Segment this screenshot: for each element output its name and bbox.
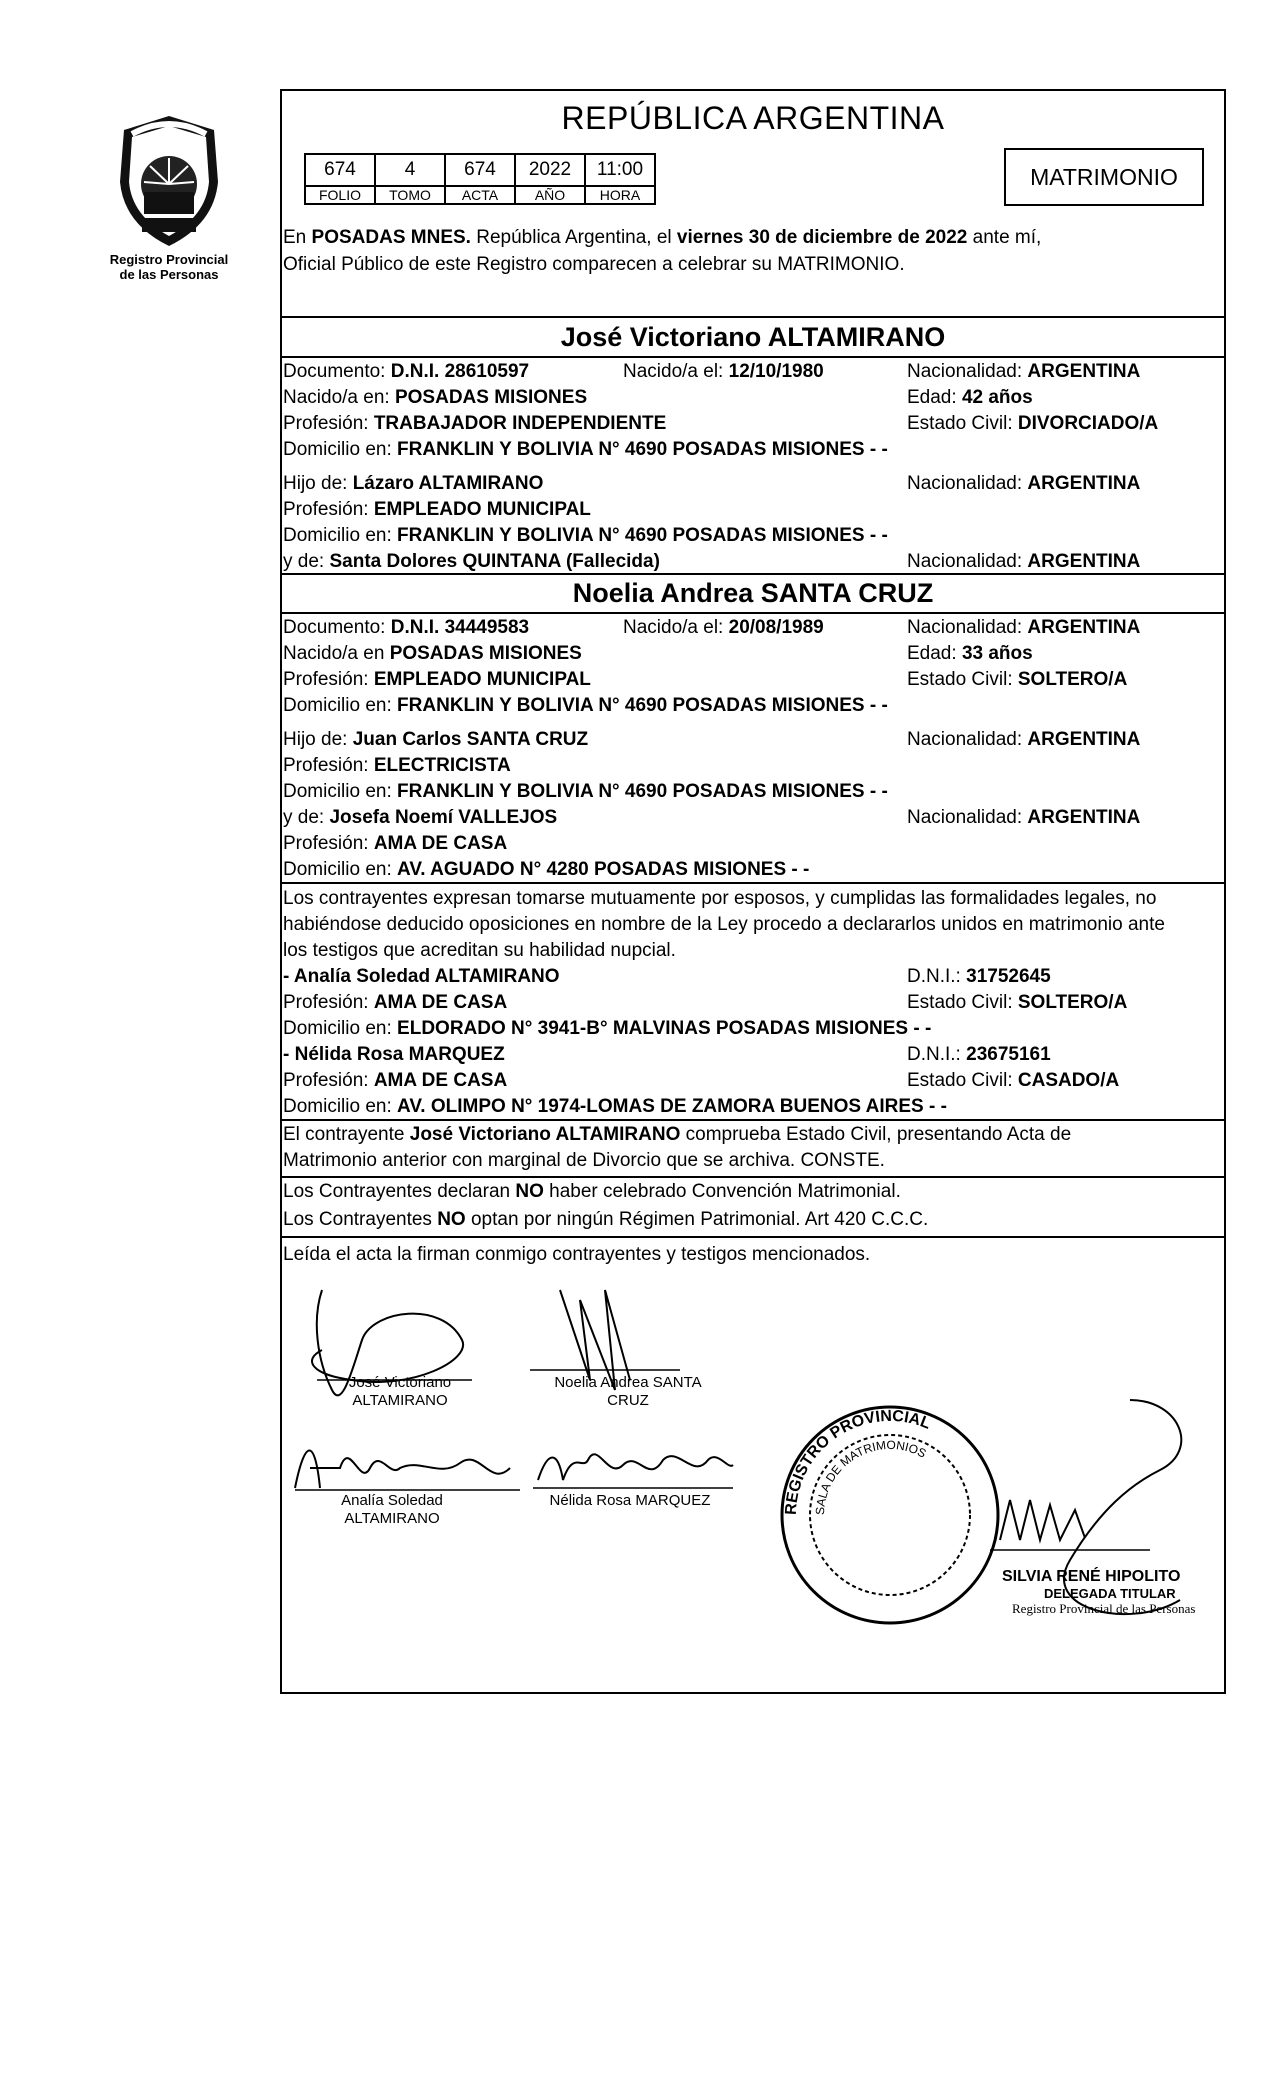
ano-value: 2022 bbox=[515, 154, 585, 186]
divider bbox=[280, 1119, 1226, 1121]
divider bbox=[280, 612, 1226, 614]
bride-civil-status: Estado Civil: SOLTERO/A bbox=[907, 669, 1128, 690]
groom-mother-nationality: Nacionalidad: ARGENTINA bbox=[907, 551, 1141, 572]
bride-father-profession: Profesión: ELECTRICISTA bbox=[283, 755, 511, 776]
divider bbox=[280, 316, 1226, 318]
bride-mother-nationality: Nacionalidad: ARGENTINA bbox=[907, 807, 1141, 828]
hora-label: HORA bbox=[585, 186, 655, 204]
document-title: REPÚBLICA ARGENTINA bbox=[561, 100, 945, 136]
acta-label: ACTA bbox=[445, 186, 515, 204]
divider bbox=[280, 573, 1226, 575]
provincial-seal bbox=[104, 112, 234, 290]
witness-2-address: Domicilio en: AV. OLIMPO N° 1974-LOMAS DE ZAMORA BUENOS AIRES - - bbox=[283, 1096, 947, 1117]
groom-profession: Profesión: TRABAJADOR INDEPENDIENTE bbox=[283, 413, 667, 434]
bride-birth-date: Nacido/a el: 20/08/1989 bbox=[623, 617, 824, 638]
groom-father-profession: Profesión: EMPLEADO MUNICIPAL bbox=[283, 499, 591, 520]
closing-statement: Leída el acta la firman conmigo contrayentes y testigos mencionados. bbox=[283, 1244, 871, 1265]
groom-nationality: Nacionalidad: ARGENTINA bbox=[907, 361, 1141, 382]
bride-address: Domicilio en: FRANKLIN Y BOLIVIA N° 4690 POSADAS MISIONES - - bbox=[283, 695, 888, 716]
witness-1-profession: Profesión: AMA DE CASA bbox=[283, 992, 508, 1013]
official-role: DELEGADA TITULAR bbox=[1044, 1586, 1176, 1601]
registry-stamp-icon bbox=[770, 1395, 1010, 1635]
groom-father-address: Domicilio en: FRANKLIN Y BOLIVIA N° 4690 POSADAS MISIONES - - bbox=[283, 525, 888, 546]
bride-mother-address: Domicilio en: AV. AGUADO N° 4280 POSADAS MISIONES - - bbox=[283, 859, 810, 880]
declaration-line-2: habiéndose deducido oposiciones en nombre de la Ley procedo a declararlos unidos en matrimonio ante bbox=[283, 914, 1165, 935]
seal-caption-line1: Registro Provincial bbox=[109, 252, 229, 267]
folio-value: 674 bbox=[305, 154, 375, 186]
groom-address: Domicilio en: FRANKLIN Y BOLIVIA N° 4690 POSADAS MISIONES - - bbox=[283, 439, 888, 460]
convention-line-2: Los Contrayentes NO optan por ningún Régimen Patrimonial. Art 420 C.C.C. bbox=[283, 1209, 929, 1230]
bride-father: Hijo de: Juan Carlos SANTA CRUZ bbox=[283, 729, 589, 750]
divider bbox=[280, 1236, 1226, 1238]
witness-2-signature-icon bbox=[528, 1430, 738, 1495]
groom-father: Hijo de: Lázaro ALTAMIRANO bbox=[283, 473, 544, 494]
divider bbox=[280, 882, 1226, 884]
witness-1-address: Domicilio en: ELDORADO N° 3941-B° MALVINAS POSADAS MISIONES - - bbox=[283, 1018, 932, 1039]
ano-label: AÑO bbox=[515, 186, 585, 204]
groom-father-nationality: Nacionalidad: ARGENTINA bbox=[907, 473, 1141, 494]
note-line-1: El contrayente José Victoriano ALTAMIRANO comprueba Estado Civil, presentando Acta de bbox=[283, 1124, 1072, 1145]
official-name: SILVIA RENÉ HIPOLITO bbox=[1002, 1568, 1181, 1585]
groom-age: Edad: 42 años bbox=[907, 387, 1033, 408]
bride-father-nationality: Nacionalidad: ARGENTINA bbox=[907, 729, 1141, 750]
intro-line-2: Oficial Público de este Registro comparecen a celebrar su MATRIMONIO. bbox=[283, 254, 905, 275]
divider bbox=[280, 356, 1226, 358]
bride-age: Edad: 33 años bbox=[907, 643, 1033, 664]
groom-civil-status: Estado Civil: DIVORCIADO/A bbox=[907, 413, 1159, 434]
official-office: Registro Provincial de las Personas bbox=[1012, 1601, 1196, 1616]
registry-table bbox=[304, 153, 656, 205]
bride-signature-caption: Noelia Andrea SANTA CRUZ bbox=[554, 1374, 702, 1409]
witness-2-name: - Nélida Rosa MARQUEZ bbox=[283, 1044, 505, 1065]
official-signature-caption bbox=[1002, 1568, 1242, 1617]
witness-1-name: - Analía Soledad ALTAMIRANO bbox=[283, 966, 560, 987]
bride-birth-place: Nacido/a en POSADAS MISIONES bbox=[283, 643, 582, 664]
bride-nationality: Nacionalidad: ARGENTINA bbox=[907, 617, 1141, 638]
tomo-label: TOMO bbox=[375, 186, 445, 204]
seal-emblem-icon bbox=[114, 112, 224, 250]
declaration-line-1: Los contrayentes expresan tomarse mutuamente por esposos, y cumplidas las formalidades legales, no bbox=[283, 888, 1157, 909]
bride-profession: Profesión: EMPLEADO MUNICIPAL bbox=[283, 669, 591, 690]
convention-line-1: Los Contrayentes declaran NO haber celebrado Convención Matrimonial. bbox=[283, 1181, 901, 1202]
acta-value: 674 bbox=[445, 154, 515, 186]
hora-value: 11:00 bbox=[585, 154, 655, 186]
stamp-inner-text: SALA DE MATRIMONIOS bbox=[812, 1437, 929, 1516]
tomo-value: 4 bbox=[375, 154, 445, 186]
bride-father-address: Domicilio en: FRANKLIN Y BOLIVIA N° 4690 POSADAS MISIONES - - bbox=[283, 781, 888, 802]
witness-1-signature-icon bbox=[290, 1428, 530, 1498]
groom-birth-place: Nacido/a en: POSADAS MISIONES bbox=[283, 387, 588, 408]
groom-signature-caption: José Victoriano ALTAMIRANO bbox=[348, 1374, 452, 1409]
groom-mother: y de: Santa Dolores QUINTANA (Fallecida) bbox=[283, 551, 660, 572]
witness-1-signature-caption: Analía Soledad ALTAMIRANO bbox=[341, 1492, 443, 1527]
witness-1-civil-status: Estado Civil: SOLTERO/A bbox=[907, 992, 1128, 1013]
witness-2-civil-status: Estado Civil: CASADO/A bbox=[907, 1070, 1120, 1091]
divider bbox=[280, 1176, 1226, 1178]
bride-mother-profession: Profesión: AMA DE CASA bbox=[283, 833, 508, 854]
seal-caption-line2: de las Personas bbox=[119, 267, 219, 282]
stamp-ring-text: REGISTRO PROVINCIAL bbox=[782, 1407, 933, 1516]
groom-document: Documento: D.N.I. 28610597 bbox=[283, 361, 530, 382]
act-type-box: MATRIMONIO bbox=[1004, 148, 1204, 206]
witness-1-dni: D.N.I.: 31752645 bbox=[907, 966, 1051, 987]
witness-2-signature-caption: Nélida Rosa MARQUEZ bbox=[549, 1492, 711, 1509]
witness-2-profession: Profesión: AMA DE CASA bbox=[283, 1070, 508, 1091]
groom-name: José Victoriano ALTAMIRANO bbox=[560, 322, 946, 352]
note-line-2: Matrimonio anterior con marginal de Divorcio que se archiva. CONSTE. bbox=[283, 1150, 885, 1171]
bride-name: Noelia Andrea SANTA CRUZ bbox=[572, 578, 934, 608]
witness-2-dni: D.N.I.: 23675161 bbox=[907, 1044, 1051, 1065]
bride-mother: y de: Josefa Noemí VALLEJOS bbox=[283, 807, 558, 828]
intro-line-1: En POSADAS MNES. República Argentina, el viernes 30 de diciembre de 2022 ante mí, bbox=[283, 227, 1042, 248]
bride-document: Documento: D.N.I. 34449583 bbox=[283, 617, 530, 638]
groom-birth-date: Nacido/a el: 12/10/1980 bbox=[623, 361, 824, 382]
folio-label: FOLIO bbox=[305, 186, 375, 204]
declaration-line-3: los testigos que acreditan su habilidad nupcial. bbox=[283, 940, 676, 961]
